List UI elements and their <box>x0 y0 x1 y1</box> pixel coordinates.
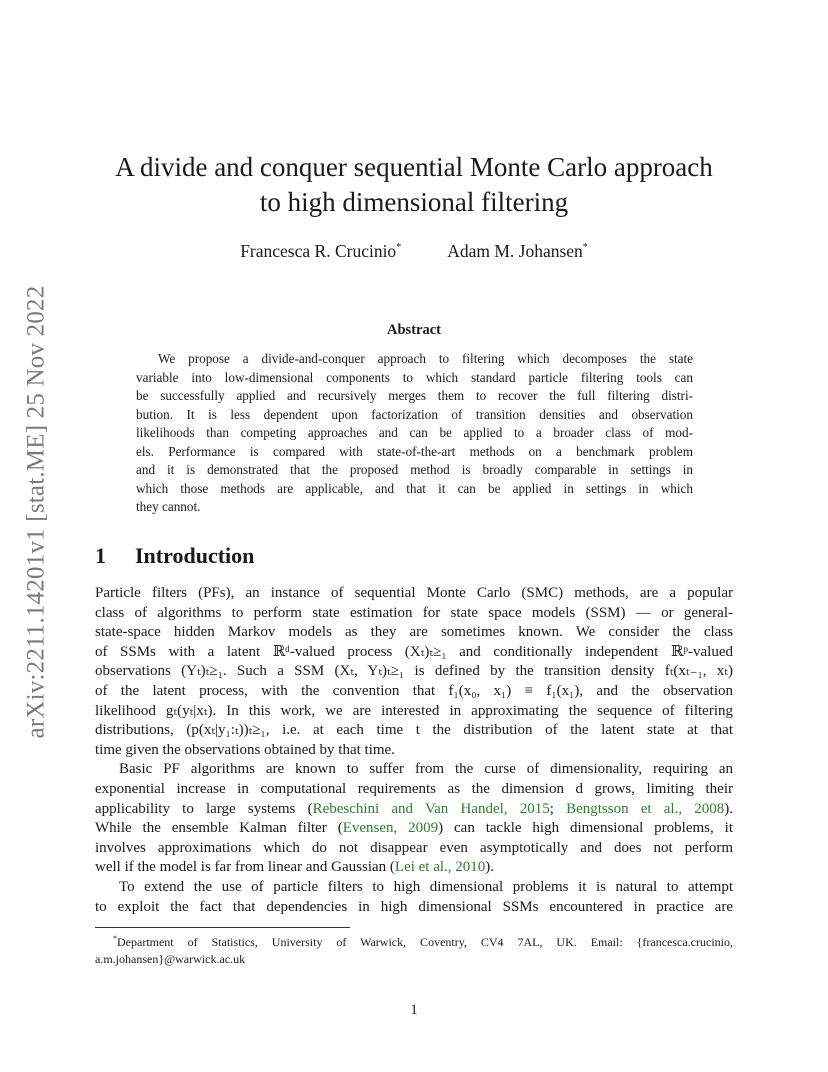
body-text <box>95 584 733 917</box>
body-line: applicability to large systems (Rebeschini and Van Handel, 2015; Bengtsson et al., 2008). <box>95 800 733 817</box>
abstract-line: they cannot. <box>136 499 201 514</box>
title-line: A divide and conquer sequential Monte Carlo approach <box>115 152 713 182</box>
author-footnote-mark: * <box>582 242 588 253</box>
footnote-line: a.m.johansen}@warwick.ac.uk <box>95 951 246 966</box>
abstract-line: variable into low-dimensional components to which standard particle filtering tools can <box>136 369 693 385</box>
body-line: class of algorithms to perform state estimation for state space models (SSM) — or general- <box>95 604 733 621</box>
citation-link[interactable]: Lei et al., 2010 <box>394 859 486 876</box>
abstract-line: be successfully applied and recursively merges them to recover the full filtering distri- <box>136 388 693 403</box>
body-line: of the latent process, with the convention that f₁(x₀, x₁) ≡ f₁(x₁), and the observation <box>95 682 733 699</box>
citation-link[interactable]: Evensen, 2009 <box>342 820 439 837</box>
author: Francesca R. Crucinio* <box>240 241 402 261</box>
body-line: likelihood gₜ(yₜ|xₜ). In this work, we are interested in approximating the sequence of filtering <box>95 702 733 719</box>
body-line: Particle filters (PFs), an instance of sequential Monte Carlo (SMC) methods, are a popular <box>95 585 733 601</box>
author-footnote-mark: * <box>396 242 402 253</box>
footnote-mark: * <box>113 934 117 943</box>
body-line: involves approximations which do not disappear even asymptotically and does not perform <box>95 839 733 856</box>
body-line: To extend the use of particle filters to high dimensional problems it is natural to attempt <box>119 878 733 895</box>
author: Adam M. Johansen* <box>447 241 588 261</box>
body-line: state-space hidden Markov models as they are sometimes known. We consider the class <box>95 624 733 641</box>
section-title: Introduction <box>135 543 255 568</box>
footnote <box>95 931 733 967</box>
body-line: observations (Yₜ)ₜ≥₁. Such a SSM (Xₜ, Yₜ)ₜ≥₁ is defined by the transition density fₜ(xₜ₋₁, xₜ) <box>95 663 733 680</box>
body-line: While the ensemble Kalman filter (Evensen, 2009) can tackle high dimensional problems, it <box>95 820 733 837</box>
citation-link[interactable]: Rebeschini and Van Handel, 2015 <box>312 800 550 817</box>
arxiv-identifier: arXiv:2211.14201v1 [stat.ME] 25 Nov 2022 <box>22 285 49 739</box>
abstract-line: and it is demonstrated that the proposed method is broadly comparable in settings in <box>136 462 693 477</box>
title-line: to high dimensional filtering <box>259 187 569 217</box>
abstract-line: We propose a divide-and-conquer approach to filtering which decomposes the state <box>158 351 693 366</box>
footnote-divider <box>95 927 350 928</box>
abstract-heading: Abstract <box>387 322 441 338</box>
abstract-line: which those methods are applicable, and that it can be applied in settings in which <box>136 480 693 496</box>
footnote-line: *Department of Statistics, University of Warwick, Coventry, CV4 7AL, UK. Email: {francesca.crucinio, <box>113 934 733 949</box>
author-list <box>80 241 748 262</box>
page-number: 1 <box>410 1002 418 1018</box>
abstract-body <box>136 350 693 517</box>
paper-title <box>80 150 748 220</box>
body-line: Basic PF algorithms are known to suffer from the curse of dimensionality, requiring an <box>119 761 733 778</box>
body-line: time given the observations obtained by that time. <box>95 741 395 758</box>
section-heading <box>95 543 254 569</box>
body-line: to exploit the fact that dependencies in high dimensional SSMs encountered in practice are <box>95 898 733 915</box>
citation-link[interactable]: Bengtsson et al., 2008 <box>566 800 725 817</box>
arxiv-sidebar <box>12 274 60 750</box>
abstract-line: bution. It is less dependent upon factorization of transition densities and observation <box>136 406 693 422</box>
abstract-line: likelihoods than competing approaches and can be applied to a broader class of mod- <box>136 425 693 440</box>
section-number: 1 <box>95 543 106 568</box>
body-line: distributions, (p(xₜ|y₁:ₜ))ₜ≥₁, i.e. at each time t the distribution of the latent state at that <box>95 722 733 739</box>
abstract-line: els. Performance is compared with state-of-the-art methods on a benchmark problem <box>136 443 693 459</box>
body-line: exponential increase in computational requirements as the dimension d grows, limiting their <box>95 780 733 797</box>
body-line: well if the model is far from linear and Gaussian (Lei et al., 2010). <box>95 859 495 876</box>
body-line: of SSMs with a latent ℝᵈ-valued process (Xₜ)ₜ≥₁ and conditionally independent ℝᵖ-valued <box>95 643 733 660</box>
